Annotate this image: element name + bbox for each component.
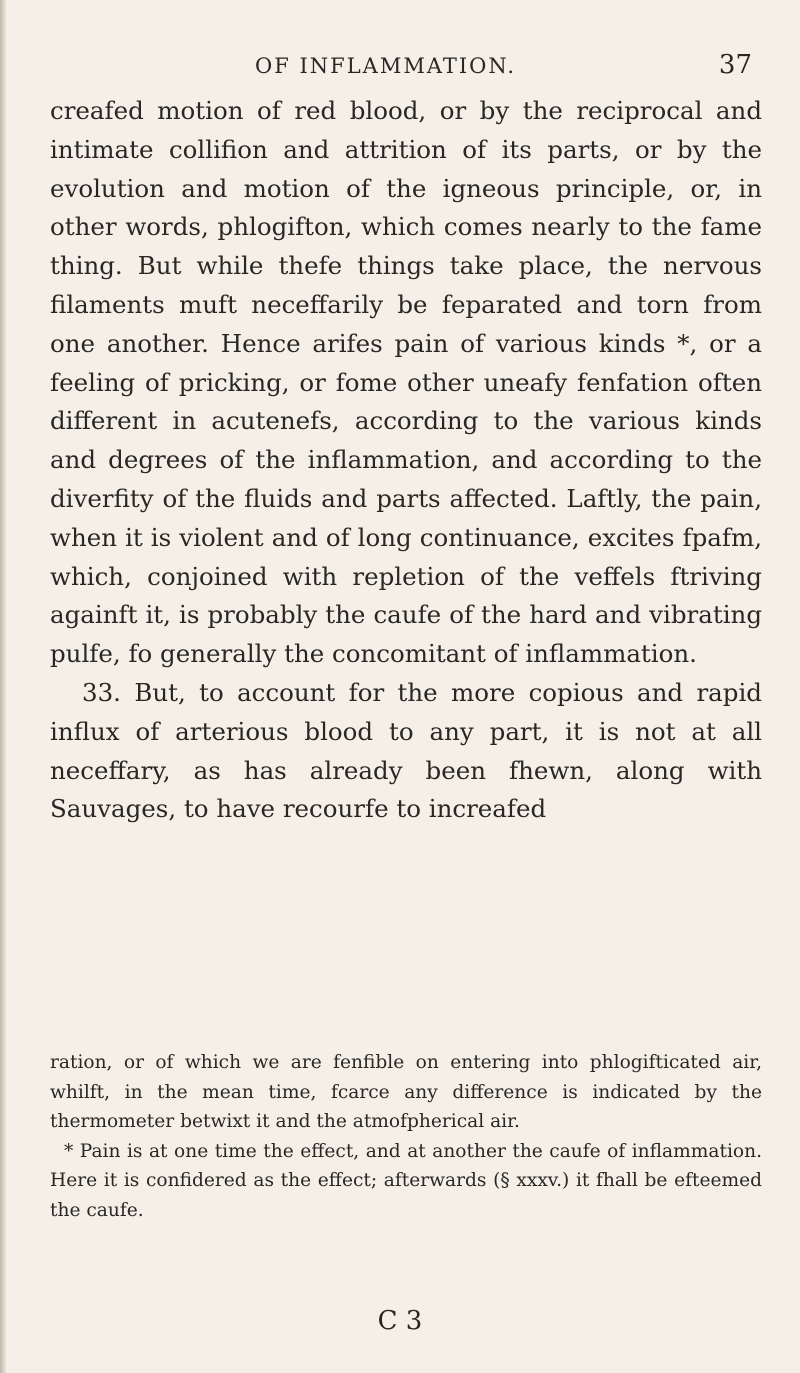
- footnotes: [50, 1048, 762, 1225]
- main-text: [50, 92, 762, 829]
- note-continuation: ration, or of which we are fenfible on entering into phlogifticated air, whilft, in the mean time, fcarce any difference is indicated by the thermometer betwixt it and the atmofpherical air.: [50, 1052, 762, 1132]
- signature-mark: C 3: [377, 1306, 423, 1336]
- paragraph-continued: creafed motion of red blood, or by the reciprocal and intimate collifion and attrition of its parts, or by the evolution and motion of the igneous principle, or, in other words, phlogifton, which comes nearly to the fame thing. But while thefe things take place, the nervous filaments muft neceffarily be feparated and torn from one another. Hence arifes pain of various kinds *, or a feeling of pricking, or fome other uneafy fenfation often different in acutenefs, according to the various kinds and degrees of the inflammation, and according to the diverfity of the fluids and parts affected. Laftly, the pain, when it is violent and of long continuance, excites fpafm, which, conjoined with repletion of the veffels ftriving againft it, is probably the caufe of the hard and vibrating pulfe, fo generally the concomitant of inflammation.: [50, 96, 762, 669]
- page-number: 37: [718, 50, 752, 80]
- page-edge: [0, 0, 6, 1373]
- footnote-pain: * Pain is at one time the effect, and at another the caufe of inflammation. Here it is confidered as the effect; afterwards (§ xxxv.) it fhall be efteemed the caufe.: [50, 1140, 762, 1221]
- running-header: [130, 48, 752, 88]
- running-title: OF INFLAMMATION.: [255, 54, 517, 78]
- paragraph-33: 33. But, to account for the more copious and rapid influx of arterious blood to any part, it is not at all neceffary, as has already been fhewn, along with Sauvages, to have recourfe to increafed: [50, 677, 762, 824]
